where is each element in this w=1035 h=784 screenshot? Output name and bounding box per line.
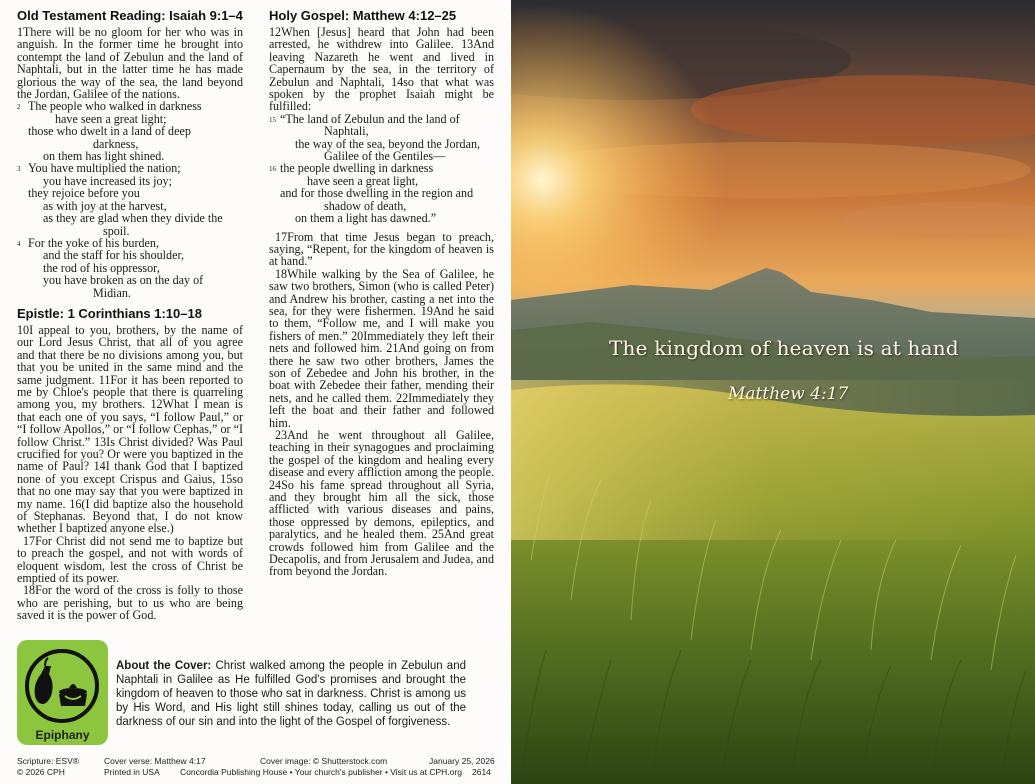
footer-text: Cover verse: Matthew 4:17 <box>104 756 206 766</box>
poem-line: on them has light shined. <box>43 149 165 164</box>
poem-line: the rod of his oppressor, <box>43 260 160 275</box>
verse-number: 2 <box>17 103 21 112</box>
verse-number: 15 <box>269 115 276 124</box>
epistle-paragraph-3: 18For the word of the cross is folly to those who are perishing, but to us who are being saved it is the power of God. <box>17 583 243 623</box>
footer-text: Printed in USA <box>104 766 160 777</box>
footer-date <box>429 756 495 777</box>
left-column <box>17 8 243 622</box>
poem-line: the people dwelling in darkness <box>280 161 434 176</box>
footer-text: 2614 <box>472 766 491 777</box>
poem-line: as with joy at the harvest, <box>43 198 167 213</box>
poem-line: the way of the sea, beyond the Jordan, <box>295 136 481 151</box>
poem-line: have seen a great light; <box>55 111 167 126</box>
verse-number: 4 <box>17 239 21 248</box>
gospel-verse-16 <box>269 162 494 224</box>
ot-reading-heading: Old Testament Reading: Isaiah 9:1–4 <box>17 8 243 23</box>
poem-line: you have broken as on the day of <box>43 273 204 288</box>
season-label: Epiphany <box>35 728 90 742</box>
about-body: Christ walked among the people in Zebulun and Naphtali in Galilee as He fulfilled God's promises and brought the kingdom of heaven to those who sat in darkness. Christ is among us by His Word, and His light still shines today, calling us out of the darkness of our sin and into the light of the Gospel of forgiveness. <box>116 660 466 728</box>
bulletin-text-page <box>0 0 510 784</box>
poem-line: spoil. <box>103 223 130 238</box>
poem-line: as they are glad when they divide the <box>43 211 223 226</box>
verse-number: 16 <box>269 165 276 174</box>
poem-line: “The land of Zebulun and the land of <box>280 111 460 126</box>
poem-line: on them a light has dawned.” <box>295 211 437 226</box>
verse-number: 3 <box>17 165 21 174</box>
cover-image <box>511 0 1035 784</box>
epiphany-season-badge <box>17 640 108 745</box>
poem-line: Naphtali, <box>324 124 369 139</box>
gospel-paragraph-2: 17From that time Jesus began to preach, saying, “Repent, for the kingdom of heaven is at hand.” <box>269 229 494 269</box>
footer-cover-image <box>180 756 462 777</box>
poem-line: those who dwelt in a land of deep <box>28 124 191 139</box>
ot-verse-1: 1There will be no gloom for her who was in anguish. In the former time he brought into contempt the land of Zebulun and the land of Naphtali, but in the latter time he has made glorious the way of the sea, the land beyond the Jordan, Galilee of the nations. <box>17 25 243 102</box>
ot-verse-2 <box>17 100 243 162</box>
footer-text: Scripture: ESV® <box>17 756 80 766</box>
cover-headline: The kingdom of heaven is at hand <box>609 336 959 360</box>
footer-text: © 2026 CPH <box>17 766 65 777</box>
about-the-cover <box>116 659 466 729</box>
poem-line: have seen a great light, <box>307 173 419 188</box>
footer-scripture <box>17 756 79 777</box>
epistle-heading: Epistle: 1 Corinthians 1:10–18 <box>17 305 202 321</box>
gospel-paragraph-3: 18While walking by the Sea of Galilee, he saw two brothers, Simon (who is called Peter) and Andrew his brother, casting a net into the sea, for they were fishermen. 19And he said to them, “Follow me, and I will make you fishers of men.” 20Immediately they left their nets and followed him. 21And going on from there he saw two other brothers, James the son of Zebedee and John his brother, in the boat with Zebedee their father, mending their nets, and he called them. 22Immediately they left the boat and their father and followed him. <box>269 266 494 430</box>
poem-line: you have increased its joy; <box>43 173 172 188</box>
epistle-paragraph-1: 10I appeal to you, brothers, by the name of our Lord Jesus Christ, that all of you agree and that there be no divisions among you, but that you be united in the same mind and the same judgment. 11For it has been reported to me by Chloe's people that there is quarreling among you, my brothers. 12What I mean is that each one of you says, “I follow Paul,” or “I follow Apollos,” or “I follow Cephas,” or “I follow Christ.” 13Is Christ divided? Was Paul crucified for you? Or were you baptized in the name of Paul? 14I thank God that I baptized none of you except Crispus and Gaius, 15so that no one may say that you were baptized in my name. 16(I did baptize also the household of Stephanas. Beyond that, I do not know whether I baptized anyone else.) <box>17 322 243 536</box>
poem-line: Midian. <box>93 285 131 300</box>
cover-verse-reference: Matthew 4:17 <box>728 384 849 404</box>
poem-line: For the yoke of his burden, <box>28 235 159 250</box>
footer-text: Concordia Publishing House • Your church's publisher • Visit us at CPH.org <box>180 766 462 777</box>
ot-verse-3 <box>17 162 243 236</box>
poem-line: and for those dwelling in the region and <box>280 186 474 201</box>
gospel-paragraph-1: 12When [Jesus] heard that John had been arrested, he withdrew into Galilee. 13And leaving Nazareth he went and lived in Capernaum by the sea, in the territory of Zebulun and Naphtali, 14so that what was spoken by the prophet Isaiah might be fulfilled: <box>269 25 494 114</box>
poem-line: You have multiplied the nation; <box>28 161 181 176</box>
about-title: About the Cover: <box>116 660 212 672</box>
right-column <box>269 8 494 578</box>
gospel-paragraph-4: 23And he went throughout all Galilee, teaching in their synagogues and proclaiming the gospel of the kingdom and healing every disease and every affliction among the people. 24So his fame spread throughout all Syria, and they brought him all the sick, those afflicted with various diseases and pains, those oppressed by demons, epileptics, and paralytics, and he healed them. 25And great crowds followed him from Galilee and the Decapolis, and from Jerusalem and Judea, and from beyond the Jordan. <box>269 428 494 579</box>
ot-verse-4 <box>17 237 243 299</box>
gospel-heading: Holy Gospel: Matthew 4:12–25 <box>269 8 457 23</box>
footer-text: Cover image: © Shutterstock.com <box>260 756 388 766</box>
poem-line: shadow of death, <box>324 198 407 213</box>
poem-line: and the staff for his shoulder, <box>43 248 185 263</box>
poem-line: The people who walked in darkness <box>28 99 202 114</box>
poem-line: they rejoice before you <box>28 186 140 201</box>
poem-line: Galilee of the Gentiles— <box>324 149 446 164</box>
poem-line: darkness, <box>93 136 139 151</box>
epistle-paragraph-2: 17For Christ did not send me to baptize but to preach the gospel, and not with words of eloquent wisdom, lest the cross of Christ be emptied of its power. <box>17 533 243 586</box>
magi-gifts-icon <box>25 646 100 726</box>
gospel-verse-15 <box>269 113 494 163</box>
footer-text: January 25, 2026 <box>429 756 495 766</box>
